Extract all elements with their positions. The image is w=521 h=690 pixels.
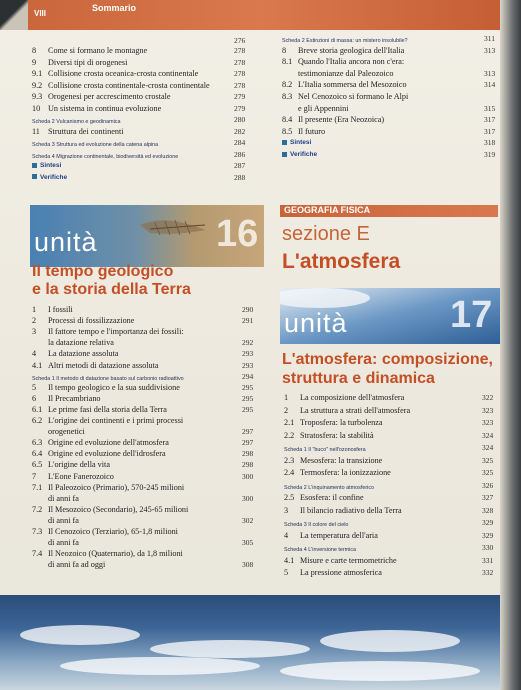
toc-page-number: 287: [234, 161, 246, 170]
toc-entry-text: testimonianze dal Paleozoico: [298, 68, 394, 78]
toc-entry-text: Breve storia geologica dell'Italia: [298, 45, 405, 55]
toc-entry-text: di anni fa: [48, 515, 79, 525]
toc-entry-text: Scheda 2 L'inquinamento atmosferico: [284, 484, 375, 491]
toc-page-number: 322: [482, 393, 494, 402]
toc-entry: [282, 115, 384, 125]
toc-entry: [282, 69, 394, 79]
toc-box-entry: [32, 117, 121, 127]
toc-entry-text: Scheda 2 Vulcanismo e geodinamica: [32, 119, 121, 125]
toc-entry-text: Il futuro: [298, 126, 326, 136]
unit-label: unità: [284, 308, 348, 338]
toc-page-number: 323: [482, 418, 494, 427]
toc-entry-number: 2: [32, 316, 37, 326]
toc-entry-number: 8.1: [282, 57, 293, 67]
square-bullet-icon: [282, 152, 287, 157]
unit-16-title-line1: Il tempo geologico: [32, 263, 174, 280]
toc-entry-number: 11: [32, 126, 40, 136]
toc-entry-text: Origine ed evoluzione dell'atmosfera: [48, 438, 169, 448]
toc-entry-text: Troposfera: la turbolenza: [300, 418, 383, 427]
toc-entry-text: Come si formano le montagne: [48, 46, 148, 55]
toc-entry-text: La struttura a strati dell'atmosfera: [300, 405, 411, 415]
toc-entry: [284, 568, 382, 578]
unit-number: 17: [450, 294, 493, 336]
toc-page-number: 329: [482, 530, 494, 540]
toc-entry-text: la datazione relativa: [48, 338, 114, 348]
toc-section-link: [282, 138, 311, 148]
toc-entry: [282, 127, 325, 137]
section-label: sezione E: [282, 223, 370, 245]
toc-entry-text: Scheda 3 Il colore del cielo: [284, 522, 349, 528]
toc-entry-number: 6.5: [32, 460, 43, 470]
toc-entry: [32, 416, 183, 426]
toc-entry-text: Termosfera: la ionizzazione: [300, 468, 391, 477]
toc-page-number: 278: [234, 69, 246, 78]
unit-16-banner: [30, 205, 264, 267]
header-bar: [0, 0, 521, 30]
toc-entry-text: Nel Cenozoico si formano le Alpi: [298, 92, 409, 101]
unit-17-title-line1: L'atmosfera: composizione,: [282, 351, 493, 368]
toc-entry-text: di anni fa ad oggi: [48, 560, 106, 570]
toc-entry-text: Altri metodi di datazione assoluta: [48, 360, 159, 370]
toc-page-number: 297: [242, 427, 254, 437]
unit-16-title-line2: e la storia della Terra: [32, 281, 191, 298]
toc-entry-text: La pressione atmosferica: [300, 568, 382, 577]
toc-entry-number: 1: [32, 305, 37, 314]
toc-section-link: [32, 161, 61, 171]
toc-entry: [32, 338, 114, 348]
toc-entry-number: 7.1: [32, 482, 43, 492]
toc-entry-text: Stratosfera: la stabilità: [300, 430, 374, 440]
toc-entry: [32, 549, 183, 559]
toc-entry: [32, 383, 180, 393]
toc-entry-text: La temperatura dell'aria: [300, 530, 378, 540]
toc-entry-text: Il Precambriano: [48, 393, 101, 403]
toc-page-number: 330: [482, 543, 494, 552]
toc-entry-text: Sintesi: [40, 162, 62, 169]
toc-entry-text: Origine ed evoluzione dell'idrosfera: [48, 449, 166, 459]
toc-entry-number: 8.4: [282, 115, 293, 125]
toc-entry: [32, 305, 73, 315]
toc-page-number: 318: [484, 138, 496, 148]
toc-entry-text: di anni fa: [48, 493, 79, 503]
toc-entry: [32, 349, 118, 359]
toc-entry-text: e gli Appennini: [298, 103, 349, 113]
toc-page-number: 319: [484, 150, 496, 159]
toc-page-number: 324: [482, 443, 494, 452]
toc-entry-number: 2.1: [284, 418, 295, 427]
toc-box-entry: [284, 483, 374, 493]
toc-page-number: 323: [482, 405, 494, 415]
toc-entry: [284, 406, 410, 416]
toc-entry: [32, 449, 166, 459]
toc-page-number: 332: [482, 568, 494, 577]
toc-entry-number: 8: [32, 46, 37, 55]
toc-entry-number: 6.3: [32, 438, 43, 448]
toc-entry: [284, 506, 402, 516]
toc-page-number: 279: [234, 92, 246, 101]
toc-entry-text: Il Neozoico (Quaternario), da 1,8 milioni: [48, 549, 183, 559]
toc-entry: [282, 92, 408, 102]
toc-entry-text: Verifiche: [40, 173, 68, 181]
toc-entry-number: 10: [32, 103, 41, 113]
toc-entry-text: L'Eone Fanerozoico: [48, 471, 114, 481]
toc-entry: [32, 58, 127, 68]
toc-entry-text: Struttura dei continenti: [48, 126, 124, 136]
toc-entry: [32, 394, 101, 404]
toc-entry: [32, 46, 147, 56]
earth-horizon-image: [0, 595, 521, 690]
toc-entry-text: Un sistema in continua evoluzione: [48, 103, 162, 113]
toc-page-number: 298: [242, 449, 254, 459]
toc-box-entry: [284, 445, 366, 455]
toc-entry-text: Il Cenozoico (Terziario), 65-1,8 milioni: [48, 527, 178, 536]
unit-17-title-line2: struttura e dinamica: [282, 370, 435, 387]
toc-entry: [32, 438, 169, 448]
toc-entry-text: Scheda 1 Il "buco" nell'ozonosfera: [284, 447, 366, 453]
toc-entry-text: Il presente (Era Neozoica): [298, 115, 385, 125]
toc-page-number: 295: [242, 382, 254, 392]
page-number: VIII: [34, 9, 47, 18]
toc-entry-text: di anni fa: [48, 538, 79, 548]
toc-entry-number: 6.2: [32, 416, 43, 425]
toc-entry-text: Il fattore tempo e l'importanza dei fossili:: [48, 327, 184, 337]
section-bar: [280, 205, 498, 217]
toc-entry-text: Le prime fasi della storia della Terra: [48, 404, 167, 414]
toc-entry-number: 4.1: [284, 555, 295, 565]
toc-page-number: 300: [242, 471, 254, 481]
toc-page-number: 278: [234, 46, 246, 55]
toc-page-number: 295: [242, 393, 254, 403]
toc-box-entry: [284, 545, 356, 555]
toc-page-number: 302: [242, 515, 254, 525]
square-bullet-icon: [282, 140, 287, 145]
toc-entry: [32, 505, 188, 515]
toc-page-number: 291: [242, 316, 254, 326]
toc-entry: [32, 127, 124, 137]
toc-entry: [32, 69, 198, 79]
toc-page-number: 282: [234, 126, 246, 136]
toc-entry-number: 7.3: [32, 527, 43, 536]
square-bullet-icon: [32, 174, 37, 179]
toc-page-number: 278: [234, 57, 246, 67]
toc-page-number: 311: [484, 34, 495, 43]
toc-page-number: 313: [484, 45, 496, 55]
toc-page-number: 292: [242, 338, 254, 348]
toc-entry: [282, 57, 404, 67]
square-bullet-icon: [32, 163, 37, 168]
toc-entry: [284, 493, 364, 503]
toc-entry-number: 8.2: [282, 80, 293, 90]
toc-entry-text: Il bilancio radiativo della Terra: [300, 505, 402, 515]
toc-entry: [32, 516, 79, 526]
toc-page-number: 279: [234, 103, 246, 113]
toc-page-number: 288: [234, 172, 246, 182]
page-curl: [0, 0, 28, 30]
unit-number: 16: [216, 213, 259, 255]
toc-entry: [32, 538, 79, 548]
toc-page-number: 293: [242, 349, 254, 359]
toc-entry-number: 5: [32, 382, 37, 392]
toc-entry-text: L'origine della vita: [48, 460, 110, 470]
toc-entry-text: Scheda 1 Il metodo di datazione basato sul carbonio radioattivo: [32, 375, 184, 382]
toc-page-number: 317: [484, 115, 496, 125]
toc-page-number: 324: [482, 430, 494, 440]
toc-section-link: [282, 150, 317, 160]
toc-entry-number: 3: [284, 505, 289, 515]
toc-page-number: 329: [482, 518, 494, 527]
toc-entry: [32, 81, 210, 91]
toc-entry: [284, 431, 374, 441]
toc-entry: [284, 531, 378, 541]
toc-entry-text: Verifiche: [290, 151, 318, 158]
toc-page-number: 331: [482, 555, 494, 565]
toc-box-entry: [282, 36, 408, 46]
toc-entry-text: Diversi tipi di orogenesi: [48, 57, 128, 67]
toc-entry-text: Processi di fossilizzazione: [48, 316, 135, 326]
toc-entry-number: 2.4: [284, 468, 295, 477]
toc-entry-text: Scheda 4 Migrazione continentale, biodiversità ed evoluzione: [32, 153, 179, 160]
toc-entry-text: orogenetici: [48, 427, 85, 437]
toc-entry-text: Sintesi: [290, 139, 312, 147]
section-title: L'atmosfera: [282, 250, 401, 273]
page-title: Sommario: [92, 3, 137, 13]
toc-entry-number: 7.2: [32, 504, 43, 514]
toc-entry-text: La datazione assoluta: [48, 349, 119, 359]
toc-entry: [32, 327, 184, 337]
section-bar-label: GEOGRAFIA FISICA: [284, 205, 371, 215]
toc-page-number: 298: [242, 460, 254, 470]
toc-entry: [284, 418, 382, 428]
toc-page-number: 294: [242, 371, 254, 381]
toc-entry: [282, 104, 348, 114]
toc-entry-text: Il tempo geologico e la sua suddivisione: [48, 382, 180, 392]
toc-entry: [32, 104, 161, 114]
toc-entry: [32, 460, 110, 470]
toc-entry-text: Mesosfera: la transizione: [300, 455, 383, 465]
toc-section-link: [32, 173, 67, 183]
toc-page-number: 328: [482, 505, 494, 515]
toc-page-number: 327: [482, 493, 494, 502]
toc-entry-number: 2.5: [284, 493, 295, 502]
toc-entry-number: 6.1: [32, 404, 43, 414]
toc-entry-text: I fossili: [48, 305, 73, 314]
toc-entry-number: 4: [32, 349, 37, 359]
toc-entry-number: 4.1: [32, 360, 43, 370]
toc-entry-number: 2: [284, 405, 289, 415]
toc-page-number: 308: [242, 560, 254, 570]
toc-entry-number: 6.4: [32, 449, 43, 459]
toc-entry-text: Il Paleozoico (Primario), 570-245 milioni: [48, 482, 185, 492]
toc-entry: [32, 494, 79, 504]
toc-entry-text: Orogenesi per accrescimento crostale: [48, 92, 171, 101]
toc-entry: [32, 316, 134, 326]
toc-entry-number: 9.3: [32, 92, 43, 101]
toc-entry-text: Misure e carte termometriche: [300, 555, 397, 565]
toc-entry-number: 7.4: [32, 549, 43, 559]
toc-page-number: 326: [482, 480, 494, 490]
toc-entry-number: 6: [32, 393, 37, 403]
toc-entry: [284, 556, 397, 566]
toc-entry-number: 5: [284, 568, 289, 577]
toc-box-entry: [32, 152, 178, 162]
toc-page-number: 280: [234, 115, 246, 124]
toc-entry-text: Scheda 2 Estinzioni di massa: un mistero insolubile?: [282, 38, 408, 44]
toc-entry-number: 8.5: [282, 126, 293, 136]
toc-entry: [284, 468, 391, 478]
toc-page-number: 284: [234, 138, 246, 147]
toc-entry-number: 3: [32, 327, 37, 337]
toc-entry: [32, 427, 85, 437]
toc-page-number: 278: [234, 80, 246, 90]
toc-entry-text: L'Italia sommersa del Mesozoico: [298, 80, 407, 90]
toc-entry-number: 4: [284, 530, 289, 540]
toc-entry-text: La composizione dell'atmosfera: [300, 393, 405, 402]
toc-entry-number: 2.3: [284, 455, 295, 465]
toc-page-number: 300: [242, 493, 254, 503]
unit-label: unità: [34, 227, 98, 257]
toc-entry-text: Collisione crosta continentale-crosta continentale: [48, 80, 210, 90]
unit-17-banner: [280, 288, 500, 344]
toc-page-number: 297: [242, 438, 254, 448]
toc-entry-text: L'origine dei continenti e i primi processi: [48, 416, 184, 425]
toc-box-entry: [284, 520, 348, 530]
toc-entry: [282, 46, 404, 56]
toc-entry-number: 8.3: [282, 92, 293, 101]
toc-page-number: 290: [242, 305, 254, 314]
toc-entry-text: Scheda 4 L'inversione termica: [284, 547, 357, 553]
toc-page-number: 317: [484, 126, 496, 136]
toc-page-number: 286: [234, 149, 246, 159]
toc-entry-text: Il Mesozoico (Secondario), 245-65 milioni: [48, 504, 189, 514]
toc-entry: [282, 80, 407, 90]
toc-box-entry: [32, 140, 158, 150]
page-edge: [500, 0, 521, 690]
toc-entry: [32, 92, 171, 102]
toc-entry-number: 9.2: [32, 80, 43, 90]
toc-entry-text: Esosfera: il confine: [300, 493, 364, 502]
toc-entry-text: Quando l'Italia ancora non c'era:: [298, 57, 405, 67]
toc-page-number: 315: [484, 103, 496, 113]
toc-entry: [284, 456, 382, 466]
toc-entry: [32, 560, 105, 570]
toc-page-number: 293: [242, 360, 254, 370]
toc-page-number: 305: [242, 538, 254, 548]
toc-entry: [32, 361, 159, 371]
toc-entry: [32, 527, 178, 537]
toc-entry-number: 2.2: [284, 430, 295, 440]
toc-page-number: 295: [242, 404, 254, 414]
toc-entry-number: 7: [32, 471, 37, 481]
toc-entry-number: 9: [32, 57, 37, 67]
toc-entry: [284, 393, 404, 403]
toc-entry-text: Collisione crosta oceanica-crosta continentale: [48, 69, 199, 78]
toc-entry: [32, 483, 184, 493]
toc-page-number: 325: [482, 468, 494, 477]
toc-entry: [32, 405, 167, 415]
toc-page-number: 325: [482, 455, 494, 465]
toc-page-number: 276: [234, 36, 246, 45]
toc-entry-text: Scheda 3 Struttura ed evoluzione della catena alpina: [32, 142, 159, 148]
toc-entry-number: 9.1: [32, 69, 43, 78]
toc-entry: [32, 472, 114, 482]
toc-entry-number: 1: [284, 393, 289, 402]
toc-page-number: 313: [484, 68, 496, 78]
toc-entry-number: 8: [282, 45, 287, 55]
toc-page-number: 314: [484, 80, 496, 90]
